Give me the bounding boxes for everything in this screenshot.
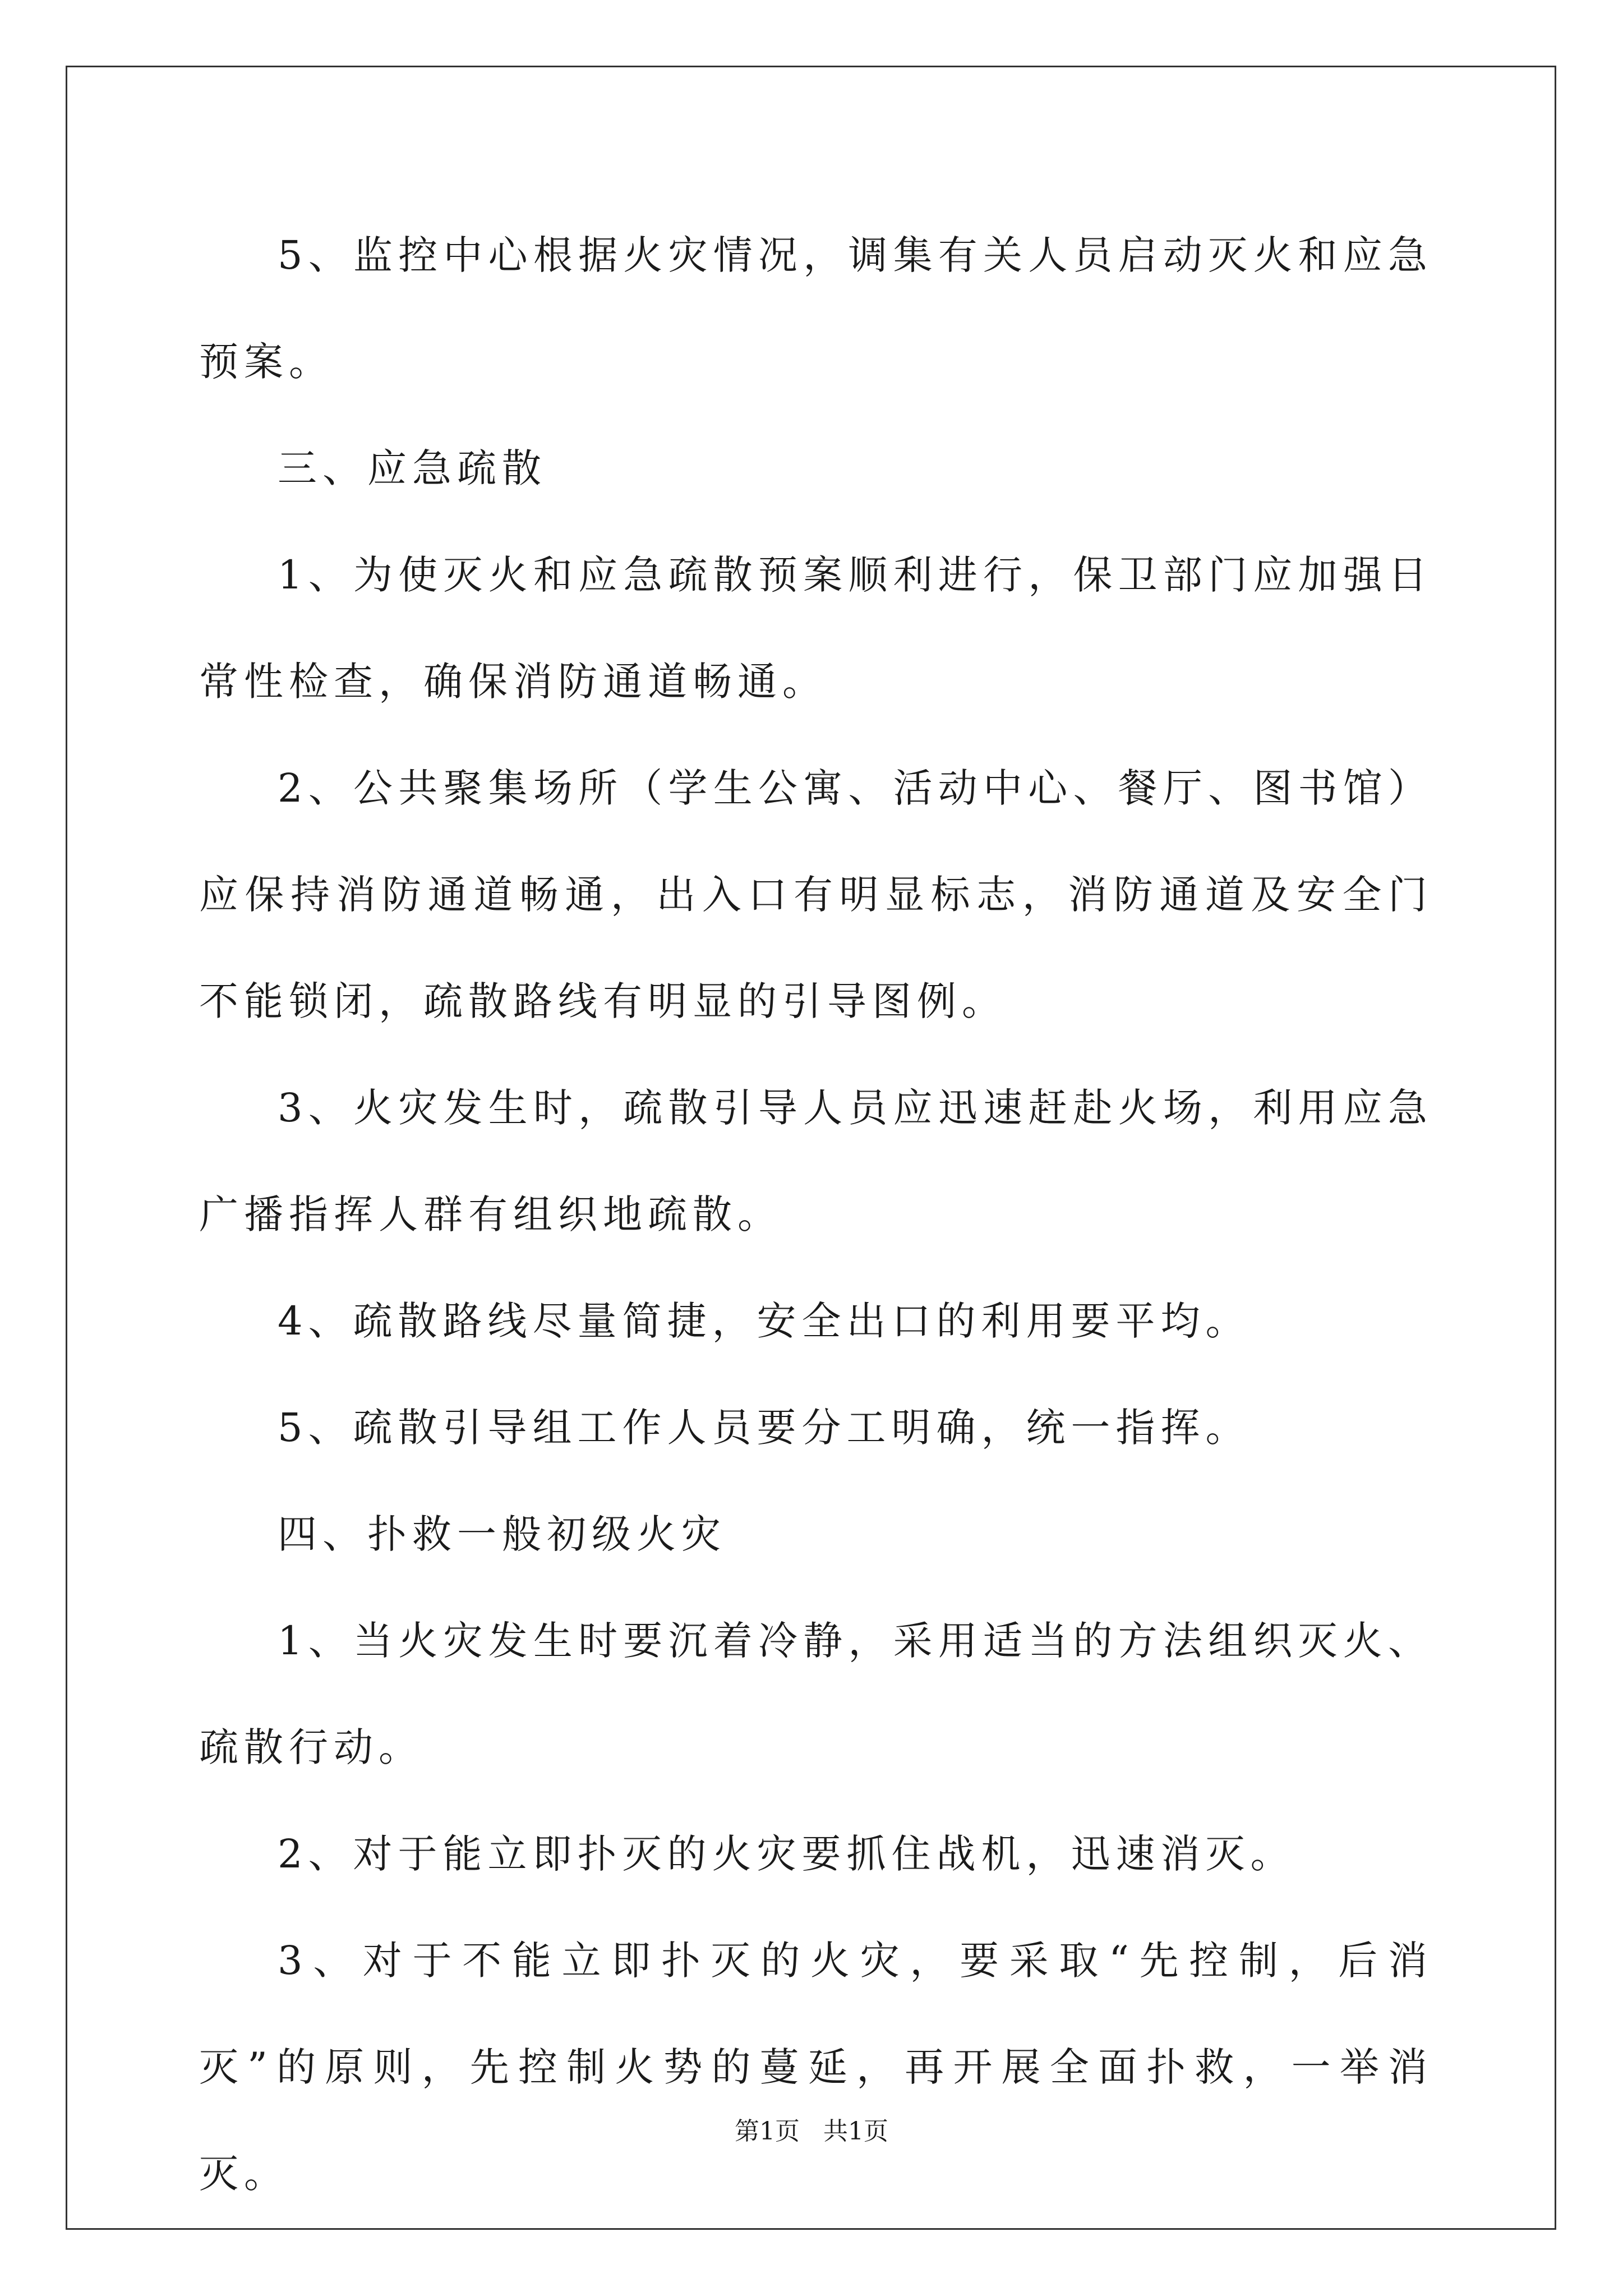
- heading-firefighting: 四、扑救一般初级火灾: [278, 1511, 726, 1557]
- paragraph-evacuation-2: 2、公共聚集场所（学生公寓、活动中心、餐厅、图书馆）应保持消防通道畅通，出入口有明显标志，消防通道及安全门不能锁闭，疏散路线有明显的引导图例。: [199, 765, 1433, 1024]
- page-footer: [0, 2115, 1623, 2148]
- paragraph-firefighting-2: 2、对于能立即扑灭的火灾要抓住战机，迅速消灭。: [278, 1831, 1295, 1877]
- paragraph-firefighting-3: 3、对于不能立即扑灭的火灾，要采取“先控制，后消灭”的原则，先控制火势的蔓延，再开展全面扑救，一举消灭。: [199, 1938, 1433, 2197]
- page-total: 共1页: [823, 2117, 888, 2146]
- paragraph-monitoring-center: 5、监控中心根据火灾情况，调集有关人员启动灭火和应急预案。: [199, 232, 1433, 385]
- paragraph-evacuation-5: 5、疏散引导组工作人员要分工明确，统一指挥。: [278, 1405, 1251, 1451]
- paragraph-evacuation-1: 1、为使灭火和应急疏散预案顺利进行，保卫部门应加强日常性检查，确保消防通道畅通。: [199, 552, 1433, 705]
- document-body: [199, 202, 1433, 2227]
- page-number: 第1页: [735, 2117, 800, 2146]
- paragraph-evacuation-3: 3、火灾发生时，疏散引导人员应迅速赶赴火场，利用应急广播指挥人群有组织地疏散。: [199, 1085, 1433, 1237]
- heading-emergency-evacuation: 三、应急疏散: [278, 445, 547, 491]
- paragraph-evacuation-4: 4、疏散路线尽量简捷，安全出口的利用要平均。: [278, 1298, 1251, 1344]
- footer-separator: [800, 2117, 823, 2146]
- paragraph-firefighting-1: 1、当火灾发生时要沉着冷静，采用适当的方法组织灭火、疏散行动。: [199, 1618, 1433, 1770]
